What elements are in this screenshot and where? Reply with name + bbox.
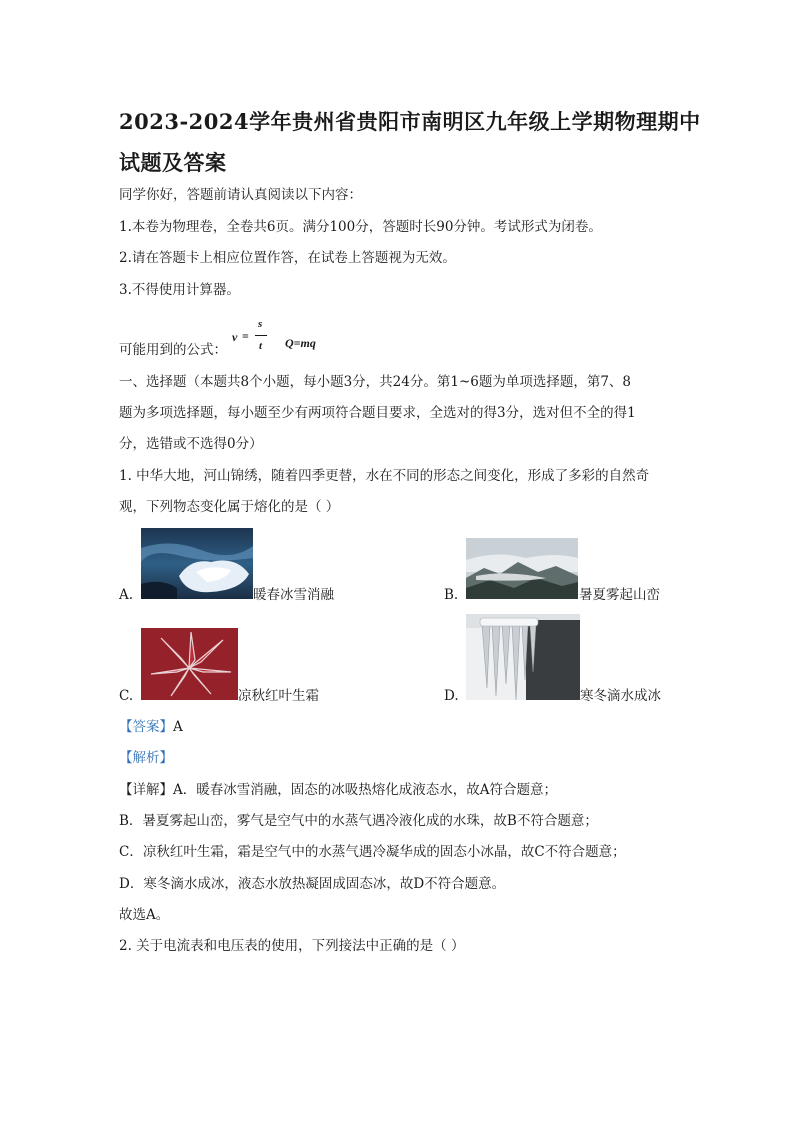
formula-s: s — [258, 318, 263, 330]
option-b-text: 暑夏雾起山峦 — [579, 587, 660, 603]
detail-d: D．寒冬滴水成冰，液态水放热凝固成固态冰，故D不符合题意。 — [119, 876, 506, 892]
section1-line2: 题为多项选择题，每小题至少有两项符合题目要求，全选对的得3分，选对但不全的得1 — [119, 405, 636, 421]
answer-tag: 【答案】 — [119, 719, 173, 735]
answer-line — [119, 718, 183, 736]
option-d-letter: D. — [444, 688, 459, 704]
section1-line1: 一、选择题（本题共8个小题，每小题3分，共24分。第1~6题为单项选择题，第7、8 — [119, 374, 632, 390]
heat-formula: Q=mq — [285, 336, 316, 350]
velocity-formula — [232, 318, 272, 358]
note-3: 3.不得使用计算器。 — [119, 282, 240, 298]
option-c-text: 凉秋红叶生霜 — [238, 688, 319, 704]
option-d-text: 寒冬滴水成冰 — [580, 688, 661, 704]
analysis-tag: 【解析】 — [119, 750, 173, 766]
detail-c: C．凉秋红叶生霜，霜是空气中的水蒸气遇冷凝华成的固态小冰晶，故C不符合题意； — [119, 844, 626, 860]
question1-line1: 1. 中华大地，河山锦绣，随着四季更替，水在不同的形态之间变化，形成了多彩的自然奇 — [119, 468, 650, 484]
option-a-letter: A. — [119, 587, 134, 603]
option-a-text: 暖春冰雪消融 — [253, 587, 334, 603]
question2: 2. 关于电流表和电压表的使用，下列接法中正确的是（ ） — [119, 938, 465, 954]
conclusion: 故选A。 — [119, 907, 170, 923]
note-2: 2.请在答题卡上相应位置作答，在试卷上答题视为无效。 — [119, 250, 456, 266]
page-title-line1: 2023-2024学年贵州省贵阳市南明区九年级上学期物理期中 — [119, 109, 701, 134]
detail-a-line — [119, 781, 557, 799]
detail-a: A．暖春冰雪消融，固态的冰吸热熔化成液态水，故A符合题意； — [173, 782, 557, 798]
answer-value: A — [173, 719, 183, 735]
formula-v: v — [232, 330, 238, 344]
detail-b: B．暑夏雾起山峦，雾气是空气中的水蒸气遇冷液化成的水珠，故B不符合题意； — [119, 813, 598, 829]
fraction-bar — [255, 335, 267, 336]
option-c-image — [141, 628, 238, 700]
option-b-image — [466, 538, 578, 599]
question1-line2: 观，下列物态变化属于熔化的是（ ） — [119, 499, 340, 515]
section1-line3: 分，选错或不选得0分） — [119, 436, 263, 452]
note-1: 1.本卷为物理卷，全卷共6页。满分100分，答题时长90分钟。考试形式为闭卷。 — [119, 219, 602, 235]
intro-text: 同学你好，答题前请认真阅读以下内容： — [119, 187, 362, 203]
option-c-letter: C. — [119, 688, 134, 704]
option-a-image — [141, 528, 253, 599]
option-d-image — [466, 614, 580, 700]
formula-label: 可能用到的公式： — [119, 342, 227, 358]
page-title-line2: 试题及答案 — [119, 150, 227, 175]
option-b-letter: B. — [444, 587, 459, 603]
formula-t: t — [259, 340, 263, 352]
detail-tag: 【详解】 — [119, 782, 173, 798]
formula-equals: = — [242, 329, 249, 343]
